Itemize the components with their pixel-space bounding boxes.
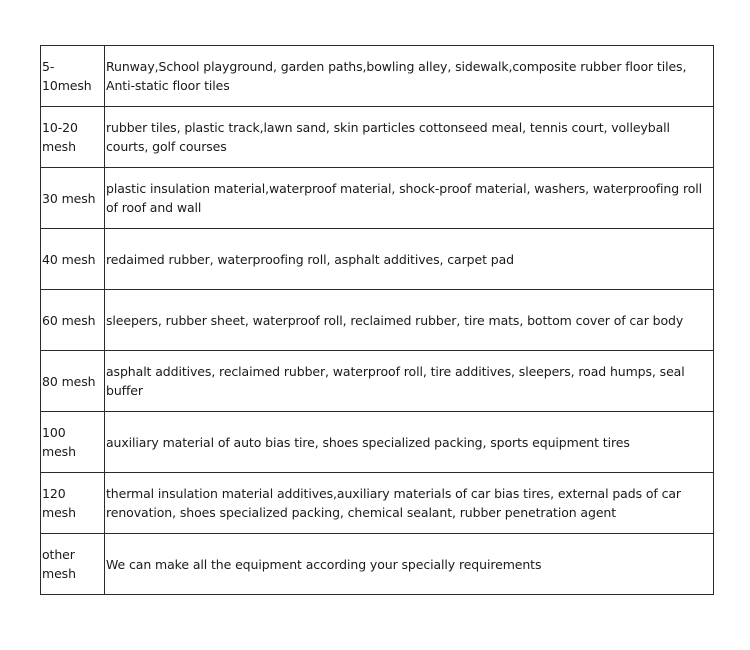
mesh-size-cell: 120 mesh: [41, 473, 105, 534]
application-cell: auxiliary material of auto bias tire, shoes specialized packing, sports equipment tires: [105, 412, 714, 473]
application-cell: redaimed rubber, waterproofing roll, asphalt additives, carpet pad: [105, 229, 714, 290]
mesh-applications-table: [40, 45, 714, 595]
mesh-size-cell: 10-20 mesh: [41, 107, 105, 168]
table-row: [41, 351, 714, 412]
application-cell: Runway,School playground, garden paths,bowling alley, sidewalk,composite rubber floor tiles, Anti-static floor tiles: [105, 46, 714, 107]
table-row: [41, 168, 714, 229]
application-cell: plastic insulation material,waterproof material, shock-proof material, washers, waterproofing roll of roof and wall: [105, 168, 714, 229]
mesh-size-cell: 30 mesh: [41, 168, 105, 229]
table-row: [41, 534, 714, 595]
mesh-size-cell: 80 mesh: [41, 351, 105, 412]
mesh-size-cell: 5-10mesh: [41, 46, 105, 107]
application-cell: asphalt additives, reclaimed rubber, waterproof roll, tire additives, sleepers, road humps, seal buffer: [105, 351, 714, 412]
mesh-size-cell: other mesh: [41, 534, 105, 595]
table-row: [41, 107, 714, 168]
application-cell: We can make all the equipment according your specially requirements: [105, 534, 714, 595]
application-cell: sleepers, rubber sheet, waterproof roll, reclaimed rubber, tire mats, bottom cover of car body: [105, 290, 714, 351]
mesh-size-cell: 40 mesh: [41, 229, 105, 290]
table-row: [41, 290, 714, 351]
mesh-size-cell: 60 mesh: [41, 290, 105, 351]
mesh-size-cell: 100 mesh: [41, 412, 105, 473]
table-row: [41, 412, 714, 473]
table-row: [41, 46, 714, 107]
table-row: [41, 229, 714, 290]
table-row: [41, 473, 714, 534]
application-cell: rubber tiles, plastic track,lawn sand, skin particles cottonseed meal, tennis court, volleyball courts, golf courses: [105, 107, 714, 168]
application-cell: thermal insulation material additives,auxiliary materials of car bias tires, external pads of car renovation, shoes specialized packing, chemical sealant, rubber penetration agent: [105, 473, 714, 534]
